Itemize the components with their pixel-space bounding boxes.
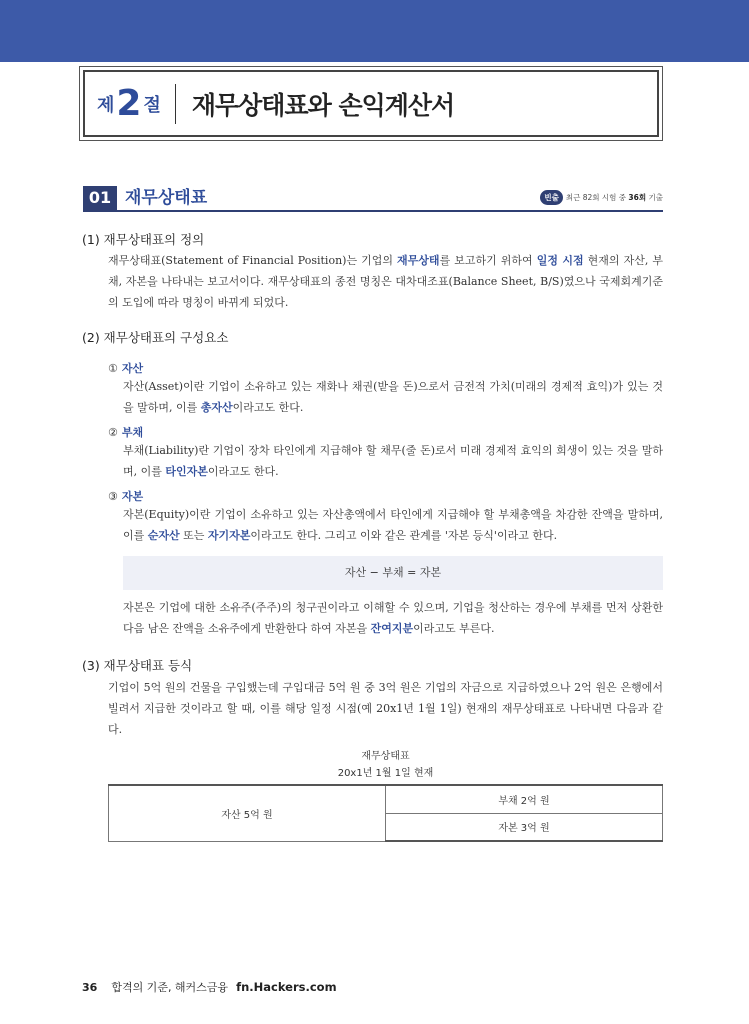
balance-sheet-date: 20x1년 1월 1일 현재 [337,768,434,779]
item-label: 자본 [121,490,144,503]
text-span: 자본은 기업에 대한 소유주(주주)의 청구권이라고 이해할 수 있으며, 기업을 청산하는 경우에 부채를 먼저 상환한 다음 남은 잔액을 소유주에게 반환한다 하여 자본을 [123,601,663,635]
item-number: ② [108,426,118,439]
frequency-count: 36회 [628,193,647,202]
equity-equation-box: 자산 − 부채 = 자본 [123,556,663,590]
text-span: 재무상태표(Statement of Financial Position)는 기업의 [108,254,398,267]
section-number: 01 [83,186,117,210]
keyword-residual-interest: 잔여지분 [370,622,414,635]
definition-paragraph [108,250,663,313]
equity-cell: 자본 3억 원 [386,813,663,841]
keyword-own-capital: 자기자본 [207,529,251,542]
liability-cell: 부채 2억 원 [386,785,663,813]
heading-definition: (1) 재무상태표의 정의 [82,232,205,247]
section-rule [83,210,663,212]
keyword-financial-position: 재무상태 [397,254,440,267]
item-asset-heading [108,360,143,376]
text-span: 현재의 자산, 부채, 자본을 나타내는 보고서이다. 재무상태표의 종전 명칭은 대차대조표(Balance Sheet, B/S)였으나 국제회계기준의 도입에 따라 명칭이 바뀌게 되었다. [108,254,663,309]
item-equity-heading [108,488,143,504]
chapter-header [79,66,663,141]
item-label: 자산 [121,362,144,375]
footer-brand: fn.Hackers.com [236,980,337,994]
item-liability-heading [108,424,143,440]
chapter-suffix: 절 [143,94,161,116]
chapter-number: 2 [116,82,142,124]
balance-sheet-table [108,784,663,842]
item-label: 부채 [121,426,144,439]
equity-paragraph [123,504,663,546]
top-color-band [0,0,749,62]
heading-components: (2) 재무상태표의 구성요소 [82,330,229,345]
footer-slogan: 합격의 기준, 해커스금융 [111,981,229,994]
frequency-note [540,190,663,205]
text-span: 이라고도 한다. [232,401,304,414]
keyword-point-in-time: 일정 시점 [536,254,584,267]
residual-paragraph [123,597,663,639]
text-span: 자본(Equity)이란 기업이 소유하고 있는 자산총액에서 타인에게 지급해야 할 부채총액을 차감한 잔액을 말하며, 이를 [123,508,663,542]
heading-equation: (3) 재무상태표 등식 [82,658,193,673]
chapter-header-inner [83,70,659,137]
section-header [83,184,663,212]
section-title: 재무상태표 [125,188,208,208]
liability-paragraph [123,440,663,482]
item-number: ③ [108,490,118,503]
chapter-prefix: 제 [97,94,115,116]
text-span: 이라고도 한다. 그리고 이와 같은 관계를 '자본 등식'이라고 한다. [250,529,558,542]
frequency-badge: 빈출 [540,190,563,205]
text-span: 이라고도 부른다. [413,622,495,635]
text-span: 자산(Asset)이란 기업이 소유하고 있는 재화나 채권(받을 돈)으로서 금전적 가치(미래의 경제적 효익)가 있는 것을 말하며, 이를 [123,380,663,414]
balance-sheet-title: 재무상태표 [361,751,410,762]
chapter-title: 재무상태표와 손익계산서 [191,90,455,120]
page-number: 36 [82,981,98,994]
keyword-total-assets: 총자산 [200,401,233,414]
equation-paragraph: 기업이 5억 원의 건물을 구입했는데 구입대금 5억 원 중 3억 원은 기업의 자금으로 지급하였으나 2억 원은 은행에서 빌려서 지급한 것이라고 할 때, 이를 해당 일정 시점(예 20x1년 1월 1일) 현재의 재무상태표로 나타내면 다음과 같다. [108,681,663,736]
asset-cell: 자산 5억 원 [109,785,386,841]
keyword-net-assets: 순자산 [147,529,180,542]
page-footer [82,979,337,995]
text-span: 를 보고하기 위하여 [439,254,537,267]
asset-paragraph [123,376,663,418]
frequency-pre: 최근 82회 시험 중 [565,193,627,202]
item-number: ① [108,362,118,375]
text-span: 이라고도 한다. [207,465,279,478]
text-span: 부채(Liability)란 기업이 장차 타인에게 지급해야 할 채무(줄 돈)로서 미래 경제적 효익의 희생이 있는 것을 말하며, 이를 [123,444,663,478]
chapter-divider [175,84,176,124]
keyword-borrowed-capital: 타인자본 [165,465,208,478]
text-span: 또는 [179,529,208,542]
frequency-post: 기출 [648,193,663,202]
table-row [109,785,663,813]
